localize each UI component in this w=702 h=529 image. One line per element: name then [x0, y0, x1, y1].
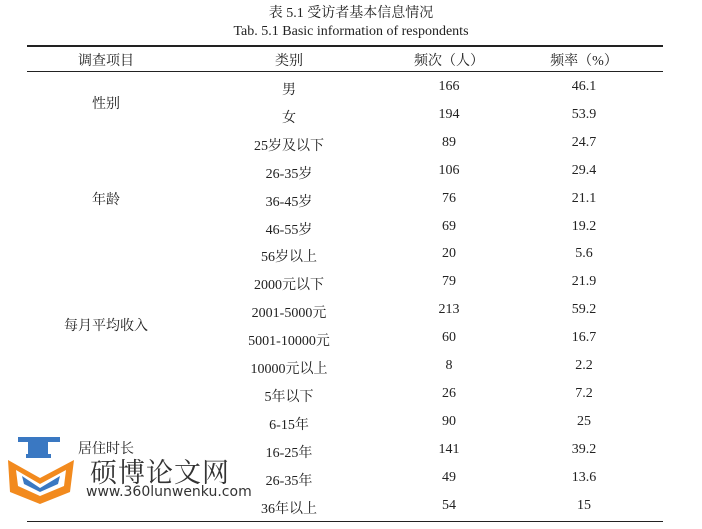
row-15-frequency: 49 [442, 470, 456, 485]
header-survey-item: 调查项目 [78, 54, 134, 69]
row-2-frequency: 194 [438, 107, 460, 122]
row-5-frequency: 76 [442, 191, 456, 206]
table-header-rule [27, 71, 663, 72]
table-caption-en: Tab. 5.1 Basic information of respondents [233, 24, 469, 39]
graduation-cap-icon [6, 434, 82, 506]
header-percentage: 频率（%） [550, 54, 618, 69]
row-9-percentage: 59.2 [571, 302, 597, 317]
row-15-percentage: 13.6 [571, 470, 597, 485]
row-10-percentage: 16.7 [571, 330, 597, 345]
row-4-percentage: 29.4 [571, 163, 597, 178]
row-1-category: 男 [282, 83, 296, 98]
row-7-category: 56岁以上 [261, 250, 317, 265]
row-2-percentage: 53.9 [571, 107, 597, 122]
row-11-category: 10000元以上 [250, 362, 328, 377]
table-caption-zh: 表 5.1 受访者基本信息情况 [268, 6, 434, 21]
row-14-frequency: 141 [438, 442, 460, 457]
row-5-percentage: 21.1 [571, 191, 597, 206]
row-16-percentage: 15 [577, 498, 591, 513]
row-5-category: 36-45岁 [265, 195, 313, 210]
row-2-category: 女 [282, 111, 296, 126]
header-frequency: 频次（人） [414, 54, 484, 69]
group-gender: 性别 [92, 97, 120, 112]
watermark-site-name: 硕博论文网 [90, 458, 230, 489]
group-residence-duration: 居住时长 [78, 442, 134, 457]
row-7-percentage: 5.6 [575, 246, 593, 261]
header-category: 类别 [275, 54, 303, 69]
row-4-category: 26-35岁 [265, 167, 313, 182]
row-1-frequency: 166 [438, 79, 460, 94]
row-6-frequency: 69 [442, 219, 456, 234]
row-13-percentage: 25 [577, 414, 591, 429]
row-15-category: 26-35年 [265, 474, 313, 489]
row-6-percentage: 19.2 [571, 219, 597, 234]
group-monthly-income: 每月平均收入 [64, 319, 148, 334]
row-11-frequency: 8 [445, 358, 453, 373]
table-top-rule [27, 45, 663, 47]
row-8-percentage: 21.9 [571, 274, 597, 289]
row-3-frequency: 89 [442, 135, 456, 150]
row-12-percentage: 7.2 [575, 386, 593, 401]
row-14-category: 16-25年 [265, 446, 313, 461]
row-8-frequency: 79 [442, 274, 456, 289]
row-13-category: 6-15年 [269, 418, 309, 433]
row-9-frequency: 213 [438, 302, 460, 317]
row-11-percentage: 2.2 [575, 358, 593, 373]
row-3-percentage: 24.7 [571, 135, 597, 150]
row-16-frequency: 54 [442, 498, 456, 513]
row-7-frequency: 20 [442, 246, 456, 261]
row-10-frequency: 60 [442, 330, 456, 345]
table-bottom-rule [27, 521, 663, 522]
row-9-category: 2001-5000元 [251, 306, 327, 321]
row-3-category: 25岁及以下 [254, 139, 324, 154]
row-14-percentage: 39.2 [571, 442, 597, 457]
row-12-category: 5年以下 [264, 390, 314, 405]
group-age: 年龄 [92, 193, 120, 208]
watermark-url: www.360lunwenku.com [86, 484, 252, 500]
row-4-frequency: 106 [438, 163, 460, 178]
row-12-frequency: 26 [442, 386, 456, 401]
row-6-category: 46-55岁 [265, 223, 313, 238]
row-13-frequency: 90 [442, 414, 456, 429]
row-1-percentage: 46.1 [571, 79, 597, 94]
row-8-category: 2000元以下 [254, 278, 324, 293]
row-10-category: 5001-10000元 [248, 334, 330, 349]
row-16-category: 36年以上 [261, 502, 317, 517]
watermark [6, 434, 276, 506]
